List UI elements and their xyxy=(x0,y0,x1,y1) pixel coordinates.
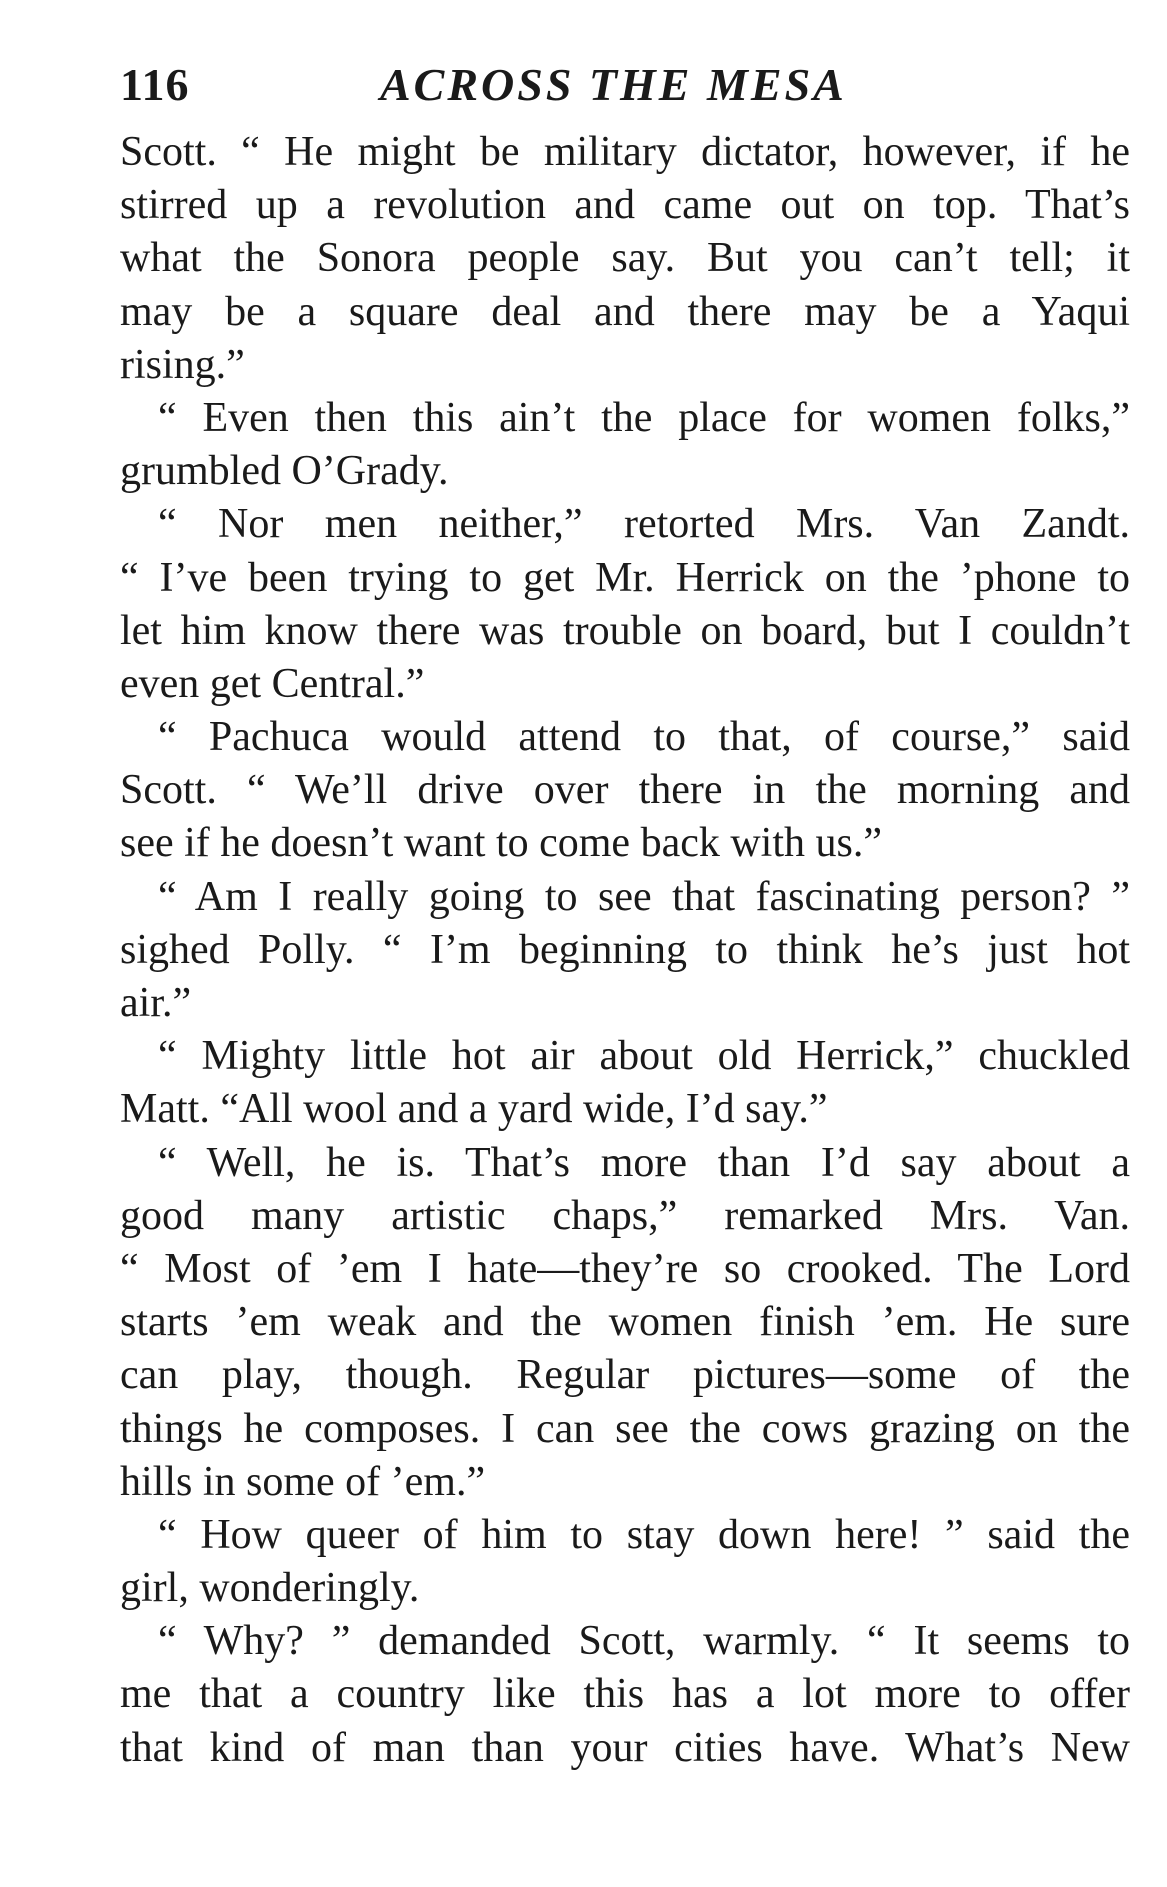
text-line: even get Central.” xyxy=(120,660,425,707)
text-line: “ Most of ’em I hate—they’re so crooked. The Lord xyxy=(120,1245,1130,1292)
text-line: stirred up a revolution and came out on top. That’s xyxy=(120,182,1130,229)
text-line: see if he doesn’t want to come back with us.” xyxy=(120,820,883,867)
text-line: what the Sonora people say. But you can’t tell; it xyxy=(120,235,1130,282)
text-line: “ How queer of him to stay down here! ” said the xyxy=(158,1511,1130,1558)
book-page xyxy=(120,58,1130,1775)
text-line: “ Am I really going to see that fascinating person? ” xyxy=(158,873,1130,920)
text-line: “ Why? ” demanded Scott, warmly. “ It seems to xyxy=(158,1618,1130,1665)
text-line: “ Mighty little hot air about old Herrick,” chuckled xyxy=(158,1033,1130,1080)
text-line: “ I’ve been trying to get Mr. Herrick on the ’phone to xyxy=(120,554,1130,601)
text-line: rising.” xyxy=(120,341,245,388)
text-line: hills in some of ’em.” xyxy=(120,1458,486,1505)
text-line: starts ’em weak and the women finish ’em. He sure xyxy=(120,1299,1130,1346)
text-line: can play, though. Regular pictures—some of the xyxy=(120,1352,1130,1399)
text-line: things he composes. I can see the cows grazing on the xyxy=(120,1405,1130,1452)
body-text xyxy=(120,126,1130,1775)
text-line: “ Even then this ain’t the place for women folks,” xyxy=(158,394,1130,441)
page-number: 116 xyxy=(120,59,190,110)
text-line: sighed Polly. “ I’m beginning to think he’s just hot xyxy=(120,926,1130,973)
running-head xyxy=(120,58,1130,120)
text-line: Scott. “ He might be military dictator, however, if he xyxy=(120,129,1130,175)
text-line: “ Well, he is. That’s more than I’d say about a xyxy=(158,1139,1130,1186)
text-line: grumbled O’Grady. xyxy=(120,448,449,495)
text-line: Scott. “ We’ll drive over there in the morning and xyxy=(120,767,1130,814)
text-line: me that a country like this has a lot more to offer xyxy=(120,1671,1130,1718)
text-line: let him know there was trouble on board, but I couldn’t xyxy=(120,607,1130,654)
running-title: ACROSS THE MESA xyxy=(380,59,847,110)
text-line: air.” xyxy=(120,980,192,1026)
text-line: Matt. “All wool and a yard wide, I’d say.” xyxy=(120,1086,828,1133)
text-line: “ Nor men neither,” retorted Mrs. Van Zandt. xyxy=(158,501,1130,548)
text-line: “ Pachuca would attend to that, of course,” said xyxy=(158,714,1130,761)
text-line: may be a square deal and there may be a Yaqui xyxy=(120,288,1130,335)
text-line: girl, wonderingly. xyxy=(120,1565,420,1612)
text-line: that kind of man than your cities have. What’s New xyxy=(120,1724,1130,1771)
text-line: good many artistic chaps,” remarked Mrs. Van. xyxy=(120,1192,1130,1239)
